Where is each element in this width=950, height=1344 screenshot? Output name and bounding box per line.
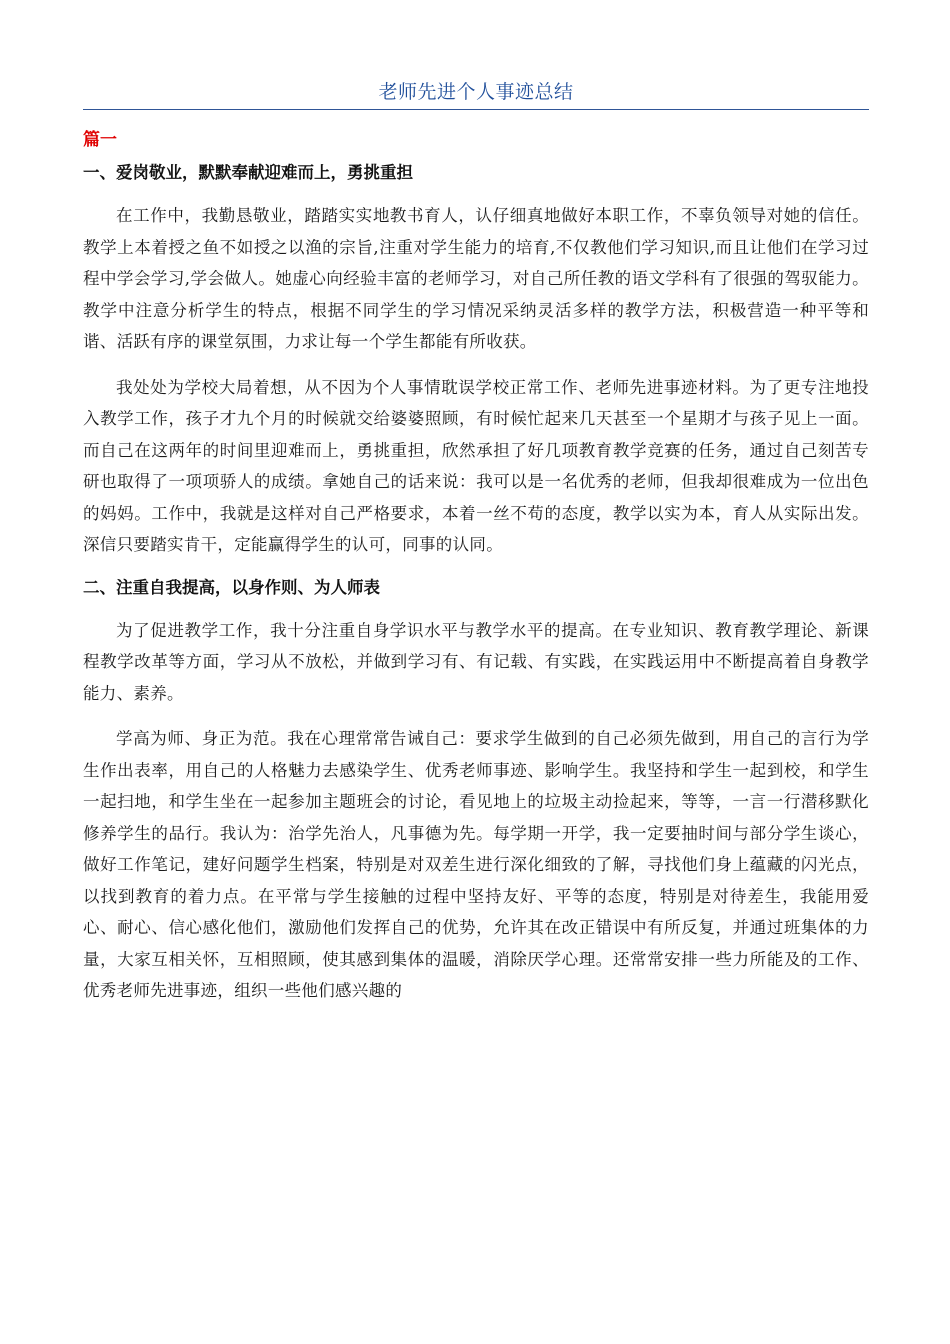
section-label: 篇一 — [83, 130, 117, 150]
section-heading-1: 一、爱岗敬业，默默奉献迎难而上，勇挑重担 — [83, 163, 413, 182]
paragraph: 在工作中，我勤恳敬业，踏踏实实地教书育人，认仔细真地做好本职工作，不辜负领导对她的信任。教学上本着授之鱼不如授之以渔的宗旨,注重对学生能力的培育,不仅教他们学习知识,而且让他们在学习过程中学会学习,学会做人。她虚心向经验丰富的老师学习，对自己所任教的语文学科有了很强的驾驭能力。教学中注意分析学生的特点，根据不同学生的学习情况采纳灵活多样的教学方法，积极营造一种平等和谐、活跃有序的课堂氛围，力求让每一个学生都能有所收获。 — [83, 206, 869, 351]
paragraph: 我处处为学校大局着想，从不因为个人事情耽误学校正常工作、老师先进事迹材料。为了更专注地投入教学工作，孩子才九个月的时候就交给婆婆照顾，有时候忙起来几天甚至一个星期才与孩子见上一面。而自己在这两年的时间里迎难而上，勇挑重担，欣然承担了好几项教育教学竞赛的任务，通过自己刻苦专研也取得了一项项骄人的成绩。拿她自己的话来说：我可以是一名优秀的老师，但我却很难成为一位出色的妈妈。工作中，我就是这样对自己严格要求，本着一丝不苟的态度，教学以实为本，育人从实际出发。深信只要踏实肯干，定能赢得学生的认可，同事的认同。 — [83, 377, 869, 554]
document-page — [83, 78, 869, 1021]
paragraph: 学高为师、身正为范。我在心理常常告诫自己：要求学生做到的自己必须先做到，用自己的言行为学生作出表率，用自己的人格魅力去感染学生、优秀老师事迹、影响学生。我坚持和学生一起到校，和学生一起扫地，和学生坐在一起参加主题班会的讨论，看见地上的垃圾主动捡起来，等等，一言一行潜移默化修养学生的品行。我认为：治学先治人，凡事德为先。每学期一开学，我一定要抽时间与部分学生谈心，做好工作笔记，建好问题学生档案，特别是对双差生进行深化细致的了解，寻找他们身上蕴藏的闪光点，以找到教育的着力点。在平常与学生接触的过程中坚持友好、平等的态度，特别是对待差生，我能用爱心、耐心、信心感化他们，激励他们发挥自己的优势，允许其在改正错误中有所反复，并通过班集体的力量，大家互相关怀，互相照顾，使其感到集体的温暖，消除厌学心理。还常常安排一些力所能及的工作、优秀老师先进事迹，组织一些他们感兴趣的 — [83, 729, 869, 1000]
paragraph: 为了促进教学工作，我十分注重自身学识水平与教学水平的提高。在专业知识、教育教学理论、新课程教学改革等方面，学习从不放松，并做到学习有、有记载、有实践，在实践运用中不断提高着自身教学能力、素养。 — [83, 620, 869, 703]
section-heading-2: 二、注重自我提高，以身作则、为人师表 — [83, 577, 380, 597]
document-title: 老师先进个人事迹总结 — [83, 78, 869, 110]
